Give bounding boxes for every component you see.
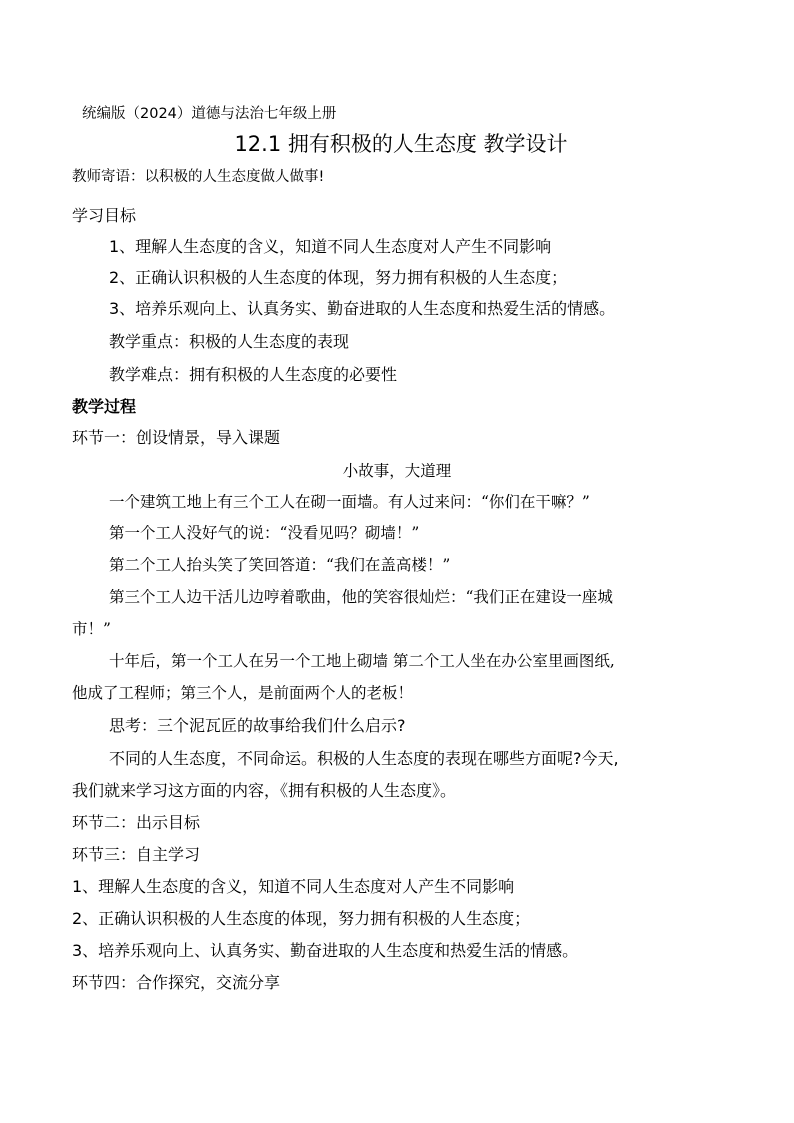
story-line-4: 第三个工人边干活儿边哼着歌曲，他的笑容很灿烂：“我们正在建设一座城: [109, 588, 613, 606]
teacher-motto: 教师寄语：以积极的人生态度做人做事!: [72, 169, 325, 185]
story-line-3: 第二个工人抬头笑了笑回答道：“我们在盖高楼！”: [109, 556, 451, 574]
objectives-heading: 学习目标: [72, 206, 137, 225]
step-2: 环节二：出示目标: [72, 813, 201, 832]
step-1: 环节一：创设情景，导入课题: [72, 428, 281, 447]
key-point: 教学重点：积极的人生态度的表现: [109, 332, 350, 351]
story-line-7: 他成了工程师；第三个人，是前面两个人的老板！: [72, 684, 414, 702]
objective-item-3: 3、培养乐观向上、认真务实、勤奋进取的人生态度和热爱生活的情感。: [109, 299, 616, 318]
step-3: 环节三：自主学习: [72, 845, 201, 864]
self-study-item-3: 3、培养乐观向上、认真务实、勤奋进取的人生态度和热爱生活的情感。: [72, 941, 579, 960]
page-title-text: 12.1 拥有积极的人生态度 教学设计: [234, 132, 568, 156]
page-title: [0, 130, 794, 158]
think-question: 思考：三个泥瓦匠的故事给我们什么启示?: [109, 716, 406, 735]
answer-line-2: 我们就来学习这方面的内容，《拥有积极的人生态度》。: [72, 781, 457, 800]
objective-item-1: 1、理解人生态度的含义，知道不同人生态度对人产生不同影响: [109, 237, 552, 256]
objective-item-2: 2、正确认识积极的人生态度的体现，努力拥有积极的人生态度；: [109, 268, 568, 287]
story-title: 小故事，大道理: [342, 462, 452, 480]
answer-line-1: 不同的人生态度，不同命运。积极的人生态度的表现在哪些方面呢?今天,: [109, 749, 619, 768]
book-label: 统编版（2024）道德与法治七年级上册: [82, 106, 337, 122]
story-line-1: 一个建筑工地上有三个工人在砌一面墙。有人过来问：“你们在干嘛？”: [109, 493, 590, 511]
story-line-2: 第一个工人没好气的说：“没看见吗？砌墙！”: [109, 524, 420, 542]
story-line-5: 市！”: [72, 620, 111, 638]
self-study-item-2: 2、正确认识积极的人生态度的体现，努力拥有积极的人生态度；: [72, 909, 531, 928]
story-line-6: 十年后，第一个工人在另一个工地上砌墙 第二个工人坐在办公室里画图纸,: [109, 652, 615, 670]
step-4: 环节四：合作探究，交流分享: [72, 973, 281, 992]
process-heading: 教学过程: [72, 397, 137, 416]
difficulty: 教学难点：拥有积极的人生态度的必要性: [109, 365, 398, 384]
self-study-item-1: 1、理解人生态度的含义，知道不同人生态度对人产生不同影响: [72, 877, 515, 896]
